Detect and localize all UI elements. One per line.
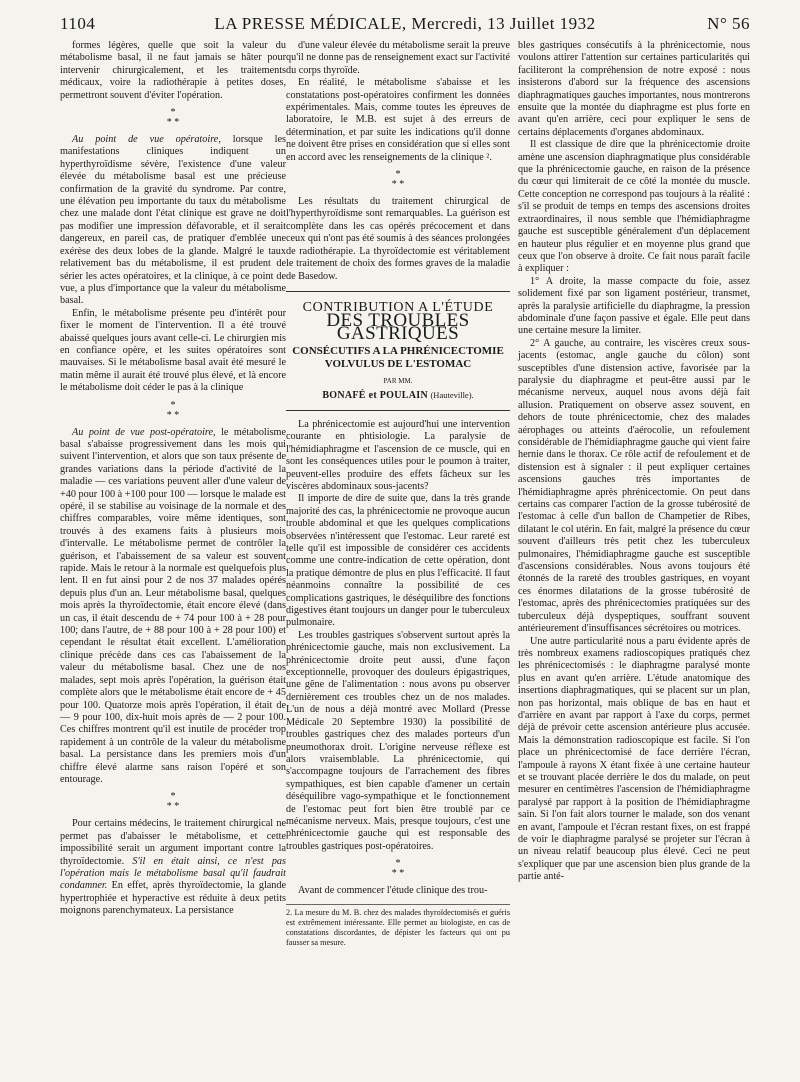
paragraph: Il est classique de dire que la phrénicectomie droite amène une ascension diaphragmatique plus considérable que la phrénicectomie gauche, en raison de la présence du cœur qui limiterait de ce côté la montée du muscle. Cette conception ne correspond pas toujours à la réalité : s'il se produit de temps en temps des ascensions droites extraordinaires, il nous semble que l'hémidiaphragme gauche est susceptible généralement d'un déplacement en hauteur plus régulier et en moyenne plus grand que ceux que l'on observe à droite. Ce fait nous paraît facile à expliquer : bbox=[518, 139, 750, 275]
page-number: 1104 bbox=[60, 14, 96, 33]
text-span: En effet, après thyroïdectomie, la glande hypertrophiée et hyperactive est réduite à deux petits moignons parenchymateux. La persistance bbox=[60, 880, 287, 917]
section-separator: * * * bbox=[391, 858, 405, 880]
paragraph: 2° A gauche, au contraire, les viscères creux sous-jacents (estomac, angle gauche du côlon) sont susceptibles d'une distension active, favorisée par la paralysie du diaphragme et peut-être aussi par le mécanisme nerveux, auquel nous avons déjà fait allusion. Pratiquement on observe assez souvent, en dehors de toute phrénicectomie, chez des malades aérophages ou atteints d'aérocolie, un refoulement considérable de l'hémidiaphragme gauche qui vient faire hernie dans le thorax. Ce rôle actif de refoulement et de distension est à signaler : il peut expliquer certaines ascensions gauches très importantes de l'hémidiaphragme après phrénicectomie. On peut dans certains cas comparer l'action de la grosse tubérosité de l'estomac à celle d'un ballon de Champetier de Ribes, dilatant le col utérin. En fait, malgré la présence du cœur souvent d'ailleurs très petit chez les tuberculeux pulmonaires, l'hémidiaphragme gauche est susceptible d'ascensions considérables. Nous avons toujours été étonnés de la rareté des troubles gastriques, en voyant ces énormes dilatations de la grosse tubérosité de l'estomac, après des phrénicectomies pratiquées sur des tuberculeux déjà dyspeptiques, souffrant souvent antérieurement d'insuffisances sécrétoires ou motrices. bbox=[518, 337, 750, 635]
article-title-line-2: DES TROUBLES GASTRIQUES bbox=[326, 310, 470, 344]
page-header bbox=[60, 14, 750, 36]
italic-lead: Au point de vue post-opératoire bbox=[72, 426, 214, 438]
column-1 bbox=[60, 40, 286, 918]
paragraph: d'une valeur élevée du métabolisme serait la preuve qu'il ne donne pas de renseignement exact sur l'activité du corps thyroïde. bbox=[286, 40, 510, 76]
paragraph: Au point de vue opératoire, lorsque les manifestations cliniques indiquent un hyperthyroïdisme sévère, l'existence d'une valeur élevée du métabolisme basal est une précieuse confirmation de la gravité du syndrome. Par contre, une élévation peu importante du taux du métabolisme chez une malade dont l'état clinique est grave ne doit pas modifier une impression défavorable, et il serait dangereux, en pareil cas, de pratiquer d'emblée une exérèse des deux lobes de la glande. Malgré le taux relativement bas du métabolisme, il est prudent de sérier les actes opératoires, et la clinique, à ce point de vue, a plus d'importance que la valeur du métabolisme basal. bbox=[60, 134, 286, 307]
paragraph: Au point de vue post-opératoire, le métabolisme basal s'abaisse progressivement dans les mois qui suivent l'intervention, et alors que son taux présente de grandes variations dans la période d'activité de la maladie — ces variations peuvent aller d'une valeur de +40 pour 100 à +100 pour 100 — lorsque le malade est opéré, il se stabilise au voisinage de la normale et des chiffres comparables, voire même identiques, sont trouvés à des examens faits à plusieurs mois d'intervalle. Le métabolisme permet de contrôler la guérison, et l'abaissement de sa valeur est souvent rapide. Mais le retour à la normale est quelquefois plus lent. Il en fut ainsi pour 2 de nos 37 malades opérés depuis plus d'un an. Leur métabolisme basal, quelques mois après la thyroïdectomie, était encore élevé (dans un cas, il était descendu de + 74 pour 100 à + 28 pour 100; dans l'autre, de + 88 pour 100 à + 28 pour 100) et cependant le résultat était excellent. L'amélioration clinique précède dans ces cas l'abaissement de la valeur du métabolisme basal. Chez une de nos malades, sept mois après l'opération, la guérison était complète alors que le métabolisme était encore de + 45 pour 100. Quatorze mois après l'opération, il était de — 9 pour 100, dix-huit mois après de — 2 pour 100. Ces chiffres montrent qu'il est inutile de procéder trop rapidement à un contrôle de la valeur du métabolisme basal. La persistance dans les premiers mois d'un chiffre élevé alarme sans raison l'opéré et son entourage. bbox=[60, 426, 286, 785]
author-place: (Hauteville). bbox=[430, 389, 474, 400]
italic-text: S'il en était ainsi, ce n'est pas l'opération mais le métabolisme basal qu'il faudrait condamner. bbox=[60, 855, 286, 892]
section-separator: * * * bbox=[166, 399, 180, 421]
issue-number: N° 56 bbox=[707, 14, 750, 33]
article-authors bbox=[286, 389, 510, 402]
journal-title: LA PRESSE MÉDICALE, Mercredi, 13 Juillet 1932 bbox=[214, 14, 596, 33]
article-subtitle-line-2: VOLVULUS DE L'ESTOMAC bbox=[324, 358, 472, 371]
author-names: BONAFÉ et POULAIN bbox=[322, 389, 428, 401]
column-3 bbox=[518, 40, 750, 884]
text-span: Pour certains médecins, le traitement chirurgical ne permet pas d'abaisser le métabolisme, et cette impossibilité serait un argument important contre la thyroïdectomie. bbox=[60, 818, 286, 867]
article-subtitle-line-1: CONSÉCUTIFS A LA PHRÉNICECTOMIE bbox=[292, 345, 504, 358]
paragraph: Il importe de dire de suite que, dans la très grande majorité des cas, la phrénicectomie ne provoque aucun trouble abdominal et que les quelques complications observées n'intéressent que l'estomac. Leur rareté est telle qu'il est impossible de considérer ces accidents comme une contre-indication de cette opération, dont la pratique démontre de plus en plus l'efficacité. Il faut néanmoins connaître la possibilité de ces complications gastriques, le déséquilibre des fonctions digestives étant toujours un danger pour le tuberculeux pulmonaire. bbox=[286, 493, 510, 629]
article-title-line-1: CONTRIBUTION A L'ÉTUDE bbox=[302, 299, 494, 315]
paragraph: En réalité, le métabolisme s'abaisse et les constatations post-opératoires confirment les données expérimentales. Mais, comme toutes les épreuves de laboratoire, le M.B. est sujet à des erreurs de détermination, et par suite les indications qu'il donne ne doivent être prises en considération que si elles sont en accord avec les renseignements de la clinique ². bbox=[286, 77, 510, 163]
paragraph: La phrénicectomie est aujourd'hui une intervention courante en phtisiologie. La paralysie de l'hémidiaphragme et l'ascension de ce muscle, qui en sont les conséquences utiles pour le poumon à traiter, peuvent-elles produire des effets fâcheux sur les viscères abdominaux sous-jacents? bbox=[286, 418, 510, 492]
paragraph: Les résultats du traitement chirurgical de l'hyperthyroïdisme sont remarquables. La guérison est complète dans les cas opérés précocement et dans ceux qui n'ont pas été soumis à des séances prolongées de radiothérapie. La thyroïdectomie est véritablement le traitement de choix des formes graves de la maladie de Basedow. bbox=[286, 196, 510, 282]
column-2 bbox=[286, 40, 510, 948]
section-separator: * * * bbox=[391, 169, 405, 191]
paragraph: Une autre particularité nous a paru évidente après de très nombreux examens radioscopiques pratiqués chez les phrénicectomisés : le diaphragme paralysé monte plus en avant qu'en arrière. L'étude anatomique des insertions diaphragmatiques, qui se placent sur un plan, non pas horizontal, mais oblique de bas en haut et d'arrière en avant par rapport à l'axe du corps, permet déjà de prévoir cette ascension antérieure plus accusée. Mais la démonstration radioscopique est facile. Si l'on place un phrénicectomisé de face derrière l'écran, l'ampoule à rayons X étant fixée à une certaine hauteur et se trouvant placée derrière le dos du malade, on peut mesurer en centimètres l'ascension de l'hémidiaphragme paralysé par rapport à la position de l'hémidiaphragme sain. Si l'on fait alors tourner le malade, son dos venant en avant, l'ampoule et l'écran restant fixes, on est frappé de voir le diaphragme paralysé se projeter sur l'écran à un niveau relatif beaucoup plus élevé. Ceci ne peut s'expliquer que par une ascension bien plus grande de la partie anté- bbox=[518, 635, 750, 883]
paragraph: Les troubles gastriques s'observent surtout après la phrénicectomie gauche, mais non exclusivement. La phrénicectomie droite peut aussi, d'une façon exceptionnelle, provoquer des douleurs épigastriques, une gêne de l'alimentation : nous avons pu observer dernièrement ces troubles chez un de nos malades. L'un de nous a déjà montré avec Mollard (Presse Médicale 20 Septembre 1930) la possibilité de troubles gastriques chez des malades porteurs d'un pneumothorax droit. L'origine nerveuse réflexe est alors vraisemblable. La phrénicectomie, qui s'accompagne toujours de l'arrachement des fibres sympathiques, est bien capable d'amener un certain déséquilibre vago-sympathique et le fonctionnement de l'estomac peut fort bien être troublé par ce mécanisme nerveux. Mais, presque toujours, c'est une phrénicectomie gauche qui est responsable des troubles gastriques post-opératoires. bbox=[286, 629, 510, 852]
paragraph: 1° A droite, la masse compacte du foie, assez solidement fixé par son ligament postérieur, transmet, après la paralysie artificielle du diaphragme, la pression abdominale d'une façon passive et égale. Elle peut dans une certaine mesure la limiter. bbox=[518, 275, 750, 337]
italic-lead: Au point de vue opératoire bbox=[72, 134, 219, 146]
paragraph: bles gastriques consécutifs à la phrénicectomie, nous voulons attirer l'attention sur certaines particularités qui faciliteront la compréhension de notre exposé : nous insisterons d'abord sur la fréquence des ascensions diaphragmatiques gauches importantes, nous montrerons ensuite que la montée du diaphragme est plus forte en avant qu'en arrière, ceci pour expliquer le sens de certains déplacements d'organes abdominaux. bbox=[518, 40, 750, 138]
paragraph: Enfin, le métabolisme présente peu d'intérêt pour fixer le moment de l'intervention. Il a été trouvé abaissé quelques jours avant celle-ci. Le chirurgien mis en confiance opère, et les suites opératoires sont mauvaises. Si le métabolisme basal avait été mesuré le matin même il aurait été trouvé plus élevé, et là encore le métabolisme doit céder le pas à la clinique bbox=[60, 307, 286, 394]
byline-label: PAR MM. bbox=[383, 377, 413, 386]
paragraph: formes légères, quelle que soit la valeur du métabolisme basal, il ne faut jamais se hâter pour intervenir chirurgicalement, et les traitements médicaux, voire la radiothérapie à petites doses, permettront souvent d'éviter l'opération. bbox=[60, 40, 286, 101]
paragraph bbox=[60, 818, 286, 917]
article-heading bbox=[286, 291, 510, 411]
section-separator: * * * bbox=[166, 107, 180, 129]
footnote: 2. La mesure du M. B. chez des malades thyroïdectomisés et guéris est extrêmement intéressante. Elle permet au biologiste, en cas de constatations discordantes, de dépister les facteurs qui ont pu fausser sa mesure. bbox=[286, 904, 510, 948]
paragraph: Avant de commencer l'étude clinique des trou- bbox=[298, 885, 488, 897]
section-separator: * * * bbox=[166, 791, 180, 813]
